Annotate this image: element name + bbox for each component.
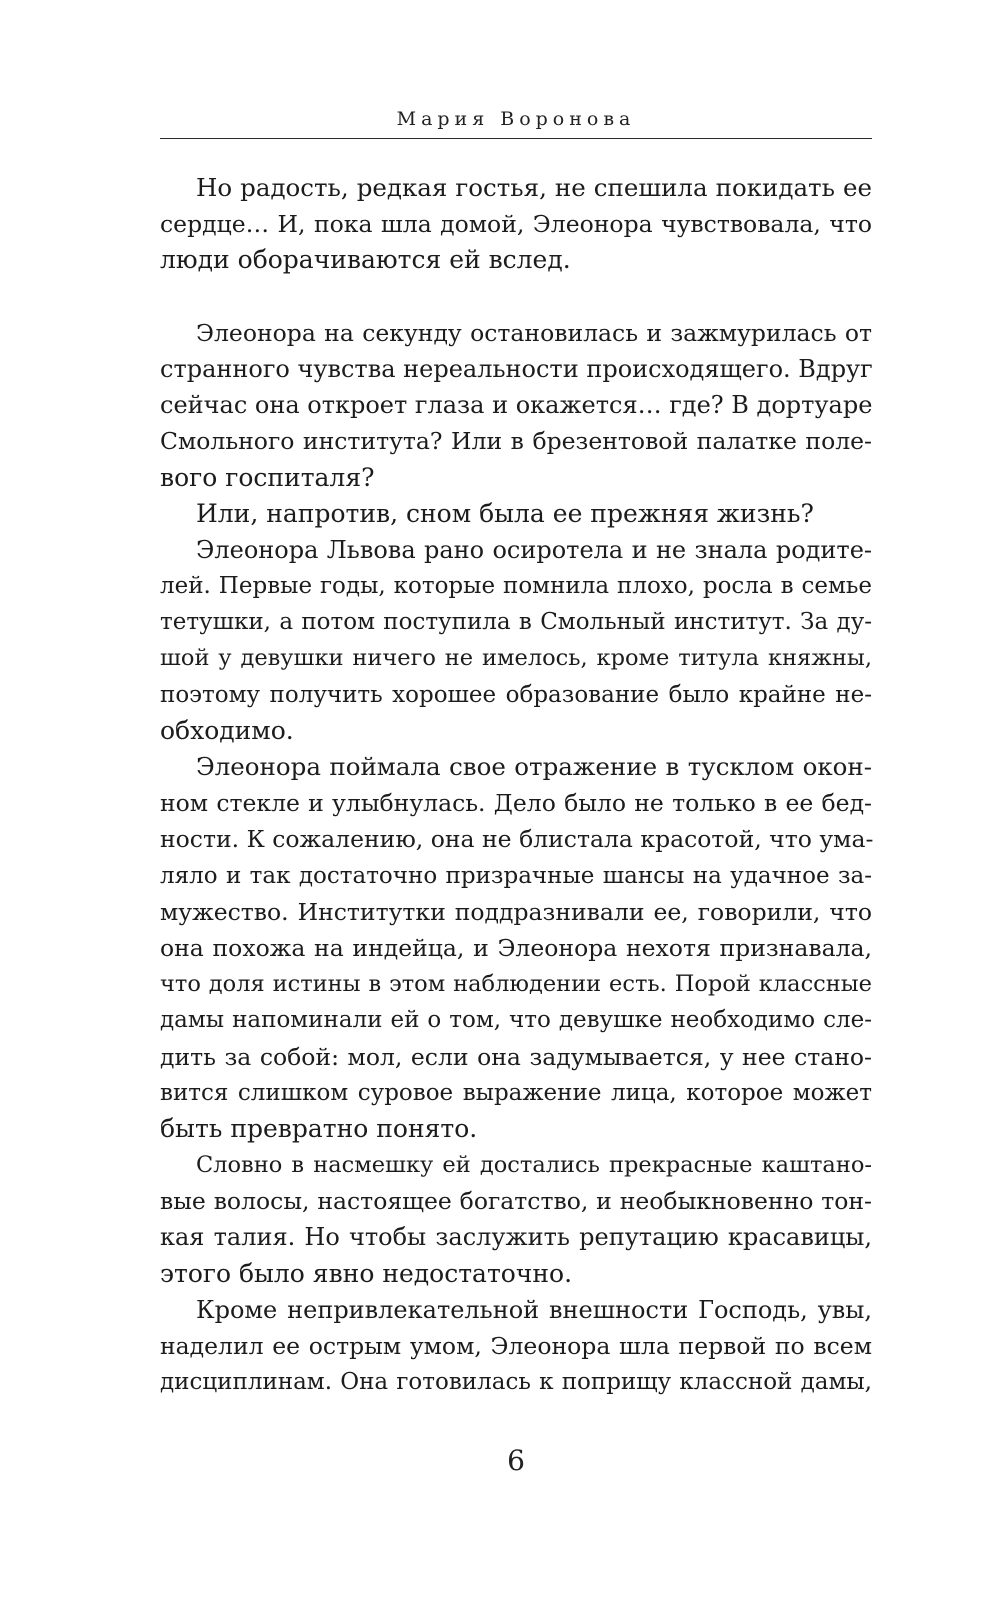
running-head-author: Мария Воронова	[396, 108, 636, 130]
page-number: 6	[507, 1444, 525, 1477]
text-line: вится слишком суровое выражение лица, которое может	[160, 1079, 872, 1106]
text-line: Или, напротив, сном была ее прежняя жизнь?	[196, 498, 814, 528]
header-rule	[160, 138, 872, 139]
text-line: Словно в насмешку ей достались прекрасные каштано-	[196, 1152, 872, 1179]
paragraph	[160, 1147, 872, 1292]
paragraph	[160, 315, 872, 496]
text-line: обходимо.	[160, 715, 294, 745]
text-line: этого было явно недостаточно.	[160, 1258, 573, 1288]
text-line: дамы напоминали ей о том, что девушке необходимо сле-	[160, 1007, 872, 1034]
text-line: ности. К сожалению, она не блистала красотой, что ума-	[160, 825, 874, 854]
paragraph	[160, 1292, 872, 1401]
text-line: сердце… И, пока шла домой, Элеонора чувствовала, что	[160, 210, 872, 239]
text-line: дисциплинам. Она готовилась к поприщу классной дамы,	[160, 1369, 872, 1396]
text-line: шой у девушки ничего не имелось, кроме титула княжны,	[160, 645, 872, 672]
body-text	[160, 170, 872, 1400]
text-line: люди оборачиваются ей вслед.	[160, 245, 571, 275]
text-line: кая талия. Но чтобы заслужить репутацию красавицы,	[160, 1223, 872, 1252]
text-line: Элеонора Львова рано осиротела и не знала родите-	[196, 535, 872, 564]
paragraph	[160, 749, 872, 1147]
text-line: Смольного института? Или в брезентовой палатке поле-	[160, 427, 872, 456]
paragraph	[160, 170, 872, 279]
text-line: тетушки, а потом поступила в Смольный институт. За ду-	[160, 609, 872, 636]
text-line: наделил ее острым умом, Элеонора шла первой по всем	[160, 1332, 872, 1360]
text-line: ном стекле и улыбнулась. Дело было не только в ее бед-	[160, 789, 872, 818]
text-line: быть превратно понято.	[160, 1113, 478, 1143]
text-line: Элеонора на секунду остановилась и зажмурилась от	[196, 318, 872, 347]
text-line: дить за собой: мол, если она задумывается, у нее стано-	[160, 1042, 872, 1071]
paragraph	[160, 532, 872, 749]
section-break	[160, 279, 872, 315]
text-line: поэтому получить хорошее образование было крайне не-	[160, 681, 872, 708]
text-line: Но радость, редкая гостья, не спешила покидать ее	[196, 173, 872, 202]
text-line: сейчас она откроет глаза и окажется… где? В дортуаре	[160, 391, 873, 420]
text-line: Кроме непривлекательной внешности Господь, увы,	[196, 1295, 872, 1324]
text-line: мужество. Институтки поддразнивали ее, говорили, что	[160, 897, 872, 926]
text-line: лей. Первые годы, которые помнила плохо, росла в семье	[160, 573, 872, 600]
text-line: странного чувства нереальности происходящего. Вдруг	[160, 354, 873, 383]
text-line: что доля истины в этом наблюдении есть. Порой классные	[160, 971, 872, 998]
text-line: вые волосы, настоящее богатство, и необыкновенно тон-	[160, 1187, 872, 1216]
text-line: вого госпиталя?	[160, 462, 375, 492]
text-line: она похожа на индейца, и Элеонора нехотя признавала,	[160, 933, 872, 962]
text-line: Элеонора поймала свое отражение в тусклом окон-	[196, 752, 872, 781]
text-line: ляло и так достаточно призрачные шансы на удачное за-	[160, 862, 872, 889]
paragraph	[160, 496, 872, 532]
